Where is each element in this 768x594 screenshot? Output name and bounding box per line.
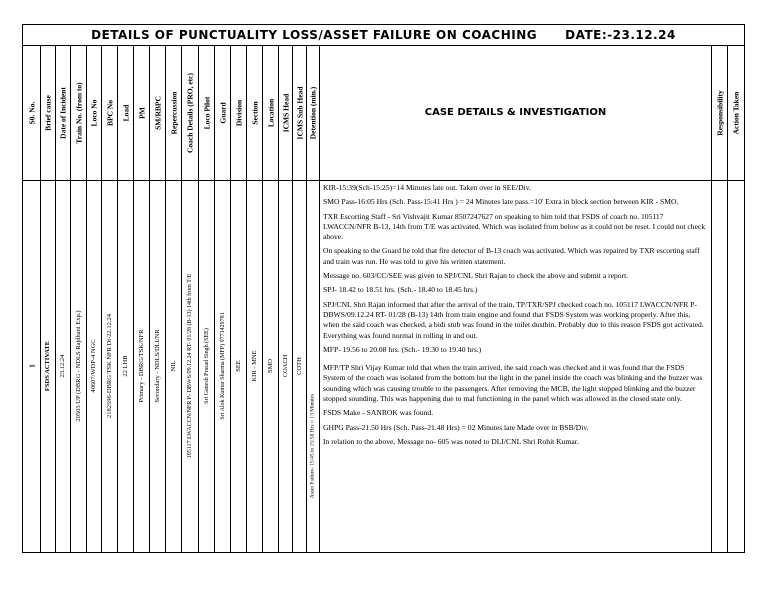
cell-value: Primary - DBRG/TSK/NFR	[137, 329, 145, 403]
column-location	[263, 45, 279, 552]
column-header: Train No. (from to)	[73, 81, 83, 144]
column-brief-cause	[41, 45, 56, 552]
column-guard	[215, 45, 231, 552]
detail-paragraph: MFP/TP Shri Vijay Kumar told that when the train arrived, the said coach was checked and it was found that the FSDS System of the coach was isolated from the bottom but the light in the panel inside the coach was blinking and the buzzer was sounding which was causing trouble to the passengers. After removing the MCB, the light stopped blinking and the buzzer stopped sounding. This was happening due to mal functioning in the panel which was allowed in the closed state only.	[323, 363, 703, 404]
cell-value: SEE	[234, 360, 242, 372]
cell-value: COACH	[281, 354, 289, 378]
cell-value: Sri Alok Kumar Sharma (MFP) 9771429781	[219, 312, 226, 420]
column-action-taken	[728, 45, 744, 552]
cell-value: 105117 LWACCN/NFR P- DBWS/09.12.24 RT- 01/28 (B-13) 14th from T/E	[187, 273, 193, 459]
column-header: Date of Incident	[58, 86, 68, 139]
cell-value: 2182596-DBRG TSK NFR Dt-22.12.24	[105, 313, 113, 419]
column-header: Division	[233, 99, 243, 126]
detail-paragraph: TXR Escorting Staff - Sri Vishvajit Kumar 8507247627 on speaking to him told that FSDS of coach no. 105117 LWACCN/NFR B-13, 14th from T/E was activated. Which was isolated from below as it could not be reset. I could not check above.	[323, 211, 706, 242]
column-header: PM	[136, 106, 146, 119]
column-header: ICMS Sub Head	[294, 86, 304, 139]
column-loco-pilot	[199, 45, 215, 552]
column-repercussion	[166, 45, 182, 552]
report-date: DATE:-23.12.24	[565, 28, 676, 42]
column-header: Loco Pilot	[201, 96, 211, 129]
column-header: Repercussion	[168, 91, 178, 134]
column-section	[247, 45, 263, 552]
column-division	[231, 45, 247, 552]
report-title: DETAILS OF PUNCTUALITY LOSS/ASSET FAILURE ON COACHING	[91, 28, 538, 42]
column-responsibility	[712, 45, 728, 552]
cell-value: 23.12.24	[58, 354, 66, 378]
column-header: Detention (min.)	[308, 86, 318, 139]
column-icms-sub-head	[293, 45, 307, 552]
cell-value: Sri Ganesh Prasad Singh (SEE)	[203, 328, 210, 404]
column-pm	[134, 45, 150, 552]
column-header: Brief cause	[43, 94, 53, 131]
column-header: Load	[120, 104, 130, 121]
cell-value: 22 LHB	[121, 355, 129, 377]
column-icms-head	[279, 45, 293, 552]
detail-paragraph: SPJ- 18.42 to 18.51 hrs. (Sch.- 18.40 to 18.45 hrs.)	[323, 285, 478, 295]
detail-paragraph: In relation to the above, Message no- 605 was noted to DLI/CNL Shri Rohit Kumar.	[323, 436, 579, 446]
column-header: Location	[265, 98, 275, 127]
case-details-body	[320, 181, 712, 552]
column-header: BPC No	[104, 99, 114, 126]
cell-value: 1	[26, 364, 36, 368]
report-sheet	[22, 24, 745, 553]
column-loco-no	[87, 45, 102, 552]
cell-value: 20503 UP (DBRG - NDLS Rajdhani Exp.)	[74, 310, 82, 422]
cell-value: FSDS ACTIVATE	[43, 340, 51, 392]
column-sm-rbpc	[150, 45, 166, 552]
column-coach-details	[182, 45, 199, 552]
column-header: Section	[249, 100, 259, 125]
column-header: SM/RBPC	[152, 95, 162, 130]
case-details-header: CASE DETAILS & INVESTIGATION	[320, 45, 712, 181]
detail-paragraph: SMO Pass-16:05 Hrs (Sch. Pass-15:41 Hrs ) = 24 Minutes late pass.=10' Extra in block section between KIR - SMO.	[323, 197, 679, 207]
detail-paragraph: MFP- 19.56 to 20.08 hrs. (Sch.- 19.30 to 19.40 hrs.)	[323, 344, 482, 354]
column-header: ICMS Head	[280, 93, 290, 132]
cell-value: 40607/WDP-4 NGC	[89, 339, 97, 393]
cell-value: NIL	[169, 360, 177, 372]
cell-value: Asset Failure- 15:45 to 15:58 Hrs = 13 Minutes	[309, 393, 316, 499]
detail-paragraph: SPJ/CNL Shri Rajan informed that after the arrival of the train, TP/TXR/SPJ checked coach no. 105117 LWACCN/NFR P- DBWS/09.12.24 RT- 01/28 (B-13) 14th from train engine and found that FSDS System was working properly. After this, when the said coach was checked, a bidi stub was found in the toilet dustbin. Probably due to this reason FSDS got activated. Everything was found normal in rolling in and out.	[323, 299, 704, 340]
cell-value: SMO	[266, 358, 274, 374]
cell-value: Secondary - NDLS/DLI/NR	[153, 329, 161, 403]
detail-paragraph: KIR-15:39(Sch-15:25)=14 Minutes late out. Taken over in SEE/Div.	[323, 183, 531, 192]
column-train-no	[71, 45, 87, 552]
cell-value: COTH	[295, 357, 303, 375]
column-load	[118, 45, 134, 552]
column-header: S0. No.	[26, 101, 36, 124]
cell-value: KIR - MNE	[250, 350, 258, 382]
column-date	[56, 45, 71, 552]
column-header: Action Taken	[731, 91, 741, 134]
detail-paragraph: GHPG Pass-21.50 Hrs (Sch. Pass-21.48 Hrs) = 02 Minutes late Made over in BSB/Div.	[323, 422, 589, 432]
column-header: Loco No	[89, 99, 99, 126]
detail-paragraph: Message no. 603/CC/SEE was given to SPJ/CNL Shri Rajan to check the above and submit a report.	[323, 271, 629, 281]
column-bpc-no	[102, 45, 118, 552]
column-sno	[23, 45, 41, 552]
column-header: Responsibility	[714, 89, 724, 136]
column-detention	[307, 45, 320, 552]
column-header: Guard	[217, 101, 227, 124]
detail-paragraph: FSDS Make - SANROK was found.	[323, 408, 434, 418]
column-header: Coach Details (PRO, etc)	[185, 72, 195, 153]
report-title-row	[23, 25, 744, 46]
detail-paragraph: On speaking to the Guard he told that fire detector of B-13 coach was activated. Which was repaired by TXR escorting staff and train was run. He was told to give his written statement.	[323, 246, 700, 266]
